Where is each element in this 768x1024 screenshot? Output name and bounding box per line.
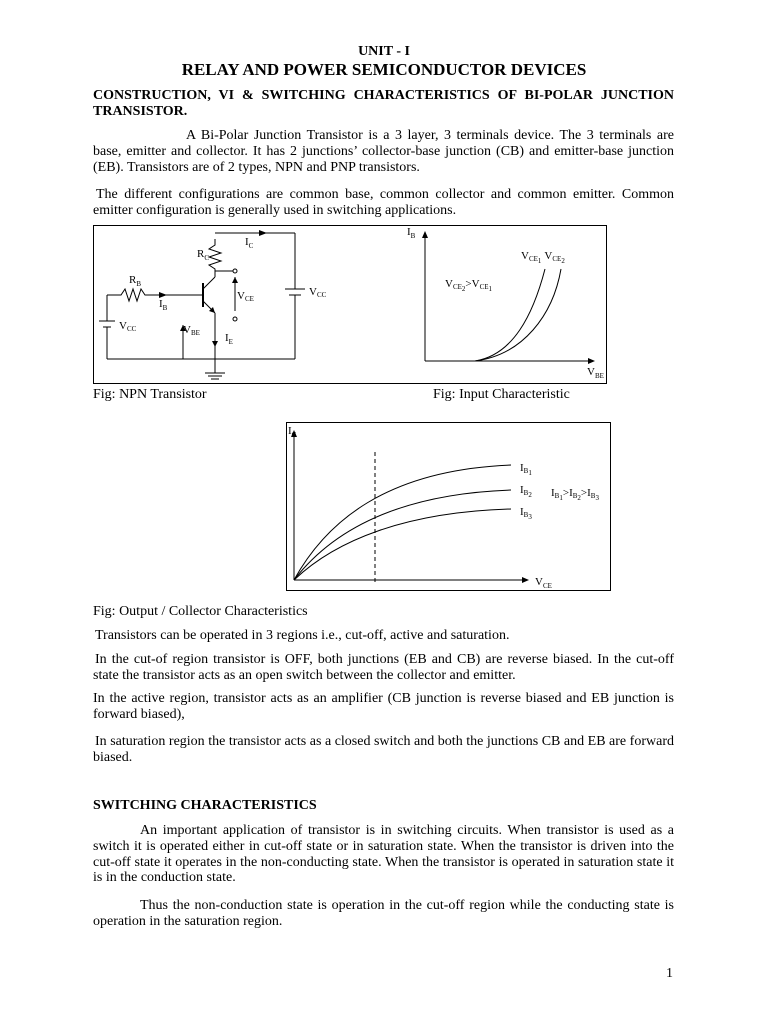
paragraph-regions: Transistors can be operated in 3 regions i.e., cut-off, active and saturation.: [95, 628, 510, 643]
label-ib3: IB3: [520, 506, 532, 521]
output-characteristic-plot: [294, 434, 524, 582]
figure-npn-and-input: [93, 225, 608, 385]
label-ic: $I_C$: [245, 236, 254, 250]
figure-frame: [94, 226, 607, 384]
section-heading-switching: SWITCHING CHARACTERISTICS: [93, 798, 317, 813]
label-vce: VCE: [237, 290, 254, 303]
paragraph-configurations: The different configurations are common base, common collector and common emitter. Common emitter configuration is generally used in switching applications.: [93, 187, 674, 218]
label-rc: $R_C$: [197, 248, 210, 262]
input-curve-labels: VCE1 VCE2: [521, 250, 565, 265]
paragraph-saturation: In saturation region the transistor acts as a closed switch and both the junctions CB and EB are forward biased.: [93, 734, 674, 765]
label-ib2: IB2: [520, 484, 532, 499]
unit-heading: UNIT - I: [358, 44, 410, 59]
label-ib: $I_B$: [159, 298, 168, 312]
base-resistor-wire: [107, 289, 203, 301]
output-xlabel: $V_{CE}$: [535, 576, 552, 590]
caption-output-characteristics: Fig: Output / Collector Characteristics: [93, 604, 308, 619]
label-vbe: VBE: [183, 324, 200, 337]
label-vcc-base: VCC: [119, 320, 137, 333]
section-heading-bjt: CONSTRUCTION, VI & SWITCHING CHARACTERISTICS OF BI-POLAR JUNCTION TRANSISTOR.: [93, 88, 674, 119]
page-number: 1: [666, 966, 673, 981]
output-condition-label: IB1>IB2>IB3: [551, 487, 599, 502]
output-curve-ib1: [294, 465, 511, 580]
paragraph-switching-2: Thus the non-conduction state is operation in the cut-off region while the conducting state is operation in the saturation region.: [93, 898, 674, 929]
output-figure-frame: [287, 423, 611, 591]
output-curve-ib3: [294, 509, 511, 580]
paragraph-cutoff: In the cut-of region transistor is OFF, both junctions (EB and CB) are reverse biased. In the cut-off state the transistor acts as an open switch between the collector and emitter.: [93, 652, 674, 683]
caption-input-characteristic: Fig: Input Characteristic: [433, 387, 570, 402]
label-rb: $R_B$: [129, 274, 142, 288]
input-xlabel: $V_{BE}$: [587, 366, 604, 380]
caption-npn-transistor: Fig: NPN Transistor: [93, 387, 207, 402]
page-title: RELAY AND POWER SEMICONDUCTOR DEVICES: [181, 60, 587, 79]
input-ylabel: $I_B$: [407, 226, 416, 240]
output-ylabel: $I_C$: [288, 425, 297, 439]
paragraph-active: In the active region, transistor acts as an amplifier (CB junction is reverse biased and EB junction is forward biased),: [93, 691, 674, 722]
input-condition-label: VCE2>VCE1: [445, 278, 493, 293]
output-axis-arrows: [291, 430, 529, 583]
figure-output-characteristic: [286, 422, 612, 592]
paragraph-bjt-intro: A Bi-Polar Junction Transistor is a 3 layer, 3 terminals device. The 3 terminals are base, emitter and collector. It has 2 junctions’ collector-base junction (CB) and emitter-base junction (EB). Transistors are of 2 types, NPN and PNP transistors.: [93, 128, 674, 175]
label-vcc-collector: VCC: [309, 286, 327, 299]
label-ie: $I_E$: [225, 332, 233, 346]
input-characteristic-plot: [425, 235, 591, 361]
paragraph-switching-1: An important application of transistor is in switching circuits. When transistor is used as a switch it is operated either in cut-off state or in saturation state. When the transistor is driven into the cut-off state it operates in the non-conducting state. When the transistor is operated in saturation state it is in the conduction state.: [93, 823, 674, 886]
label-ib1: IB1: [520, 462, 532, 477]
